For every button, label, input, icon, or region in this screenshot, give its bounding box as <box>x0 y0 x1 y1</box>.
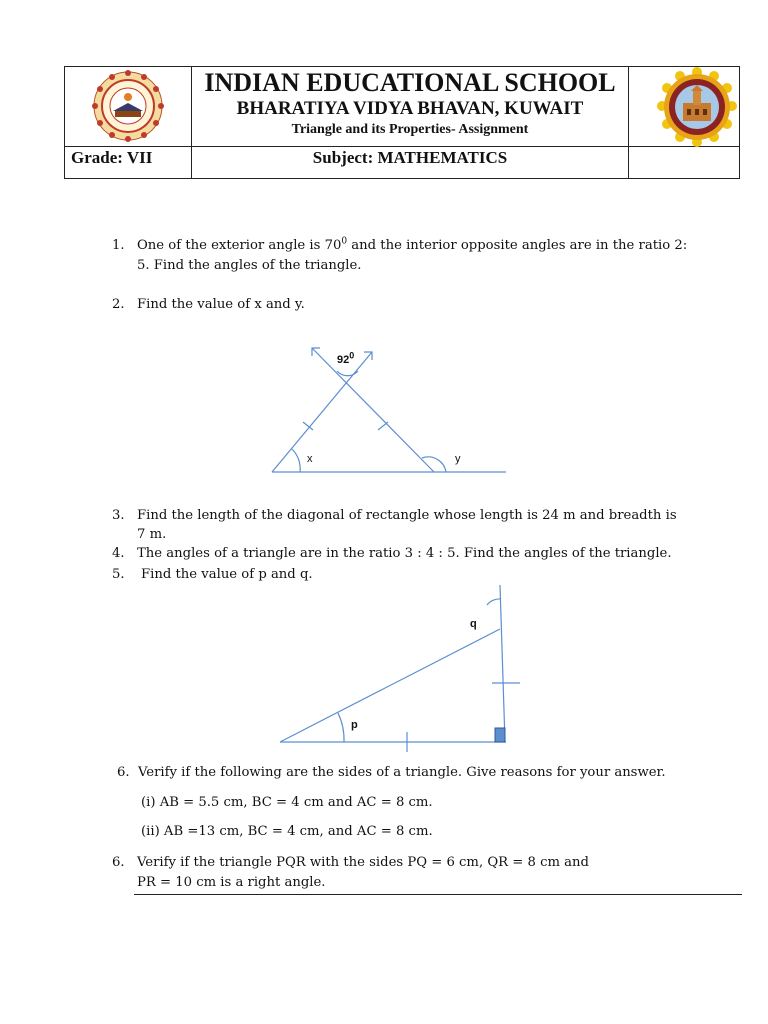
figure2-label-p: p <box>351 719 358 731</box>
question-3-line-2: 7 m. <box>137 527 167 542</box>
school-name: INDIAN EDUCATIONAL SCHOOL <box>204 68 616 97</box>
question-text: Find the value of p and q. <box>141 567 313 582</box>
header-divider-right <box>628 67 629 179</box>
question-5 <box>112 565 313 585</box>
school-emblem-icon <box>91 69 165 143</box>
question-number: 6. <box>112 855 125 870</box>
question-text: Find the length of the diagonal of rectangle whose length is 24 m and breadth is <box>137 508 677 523</box>
question-text: Verify if the triangle PQR with the sides PQ = 6 cm, QR = 8 cm and <box>137 855 589 870</box>
header-row-divider <box>65 146 740 147</box>
question-4 <box>112 544 672 564</box>
school-subtitle: BHARATIYA VIDYA BHAVAN, KUWAIT <box>236 98 584 119</box>
question-6b <box>112 853 589 873</box>
question-6a <box>117 763 666 783</box>
question-number: 4. <box>112 546 125 561</box>
question-text: Verify if the following are the sides of a triangle. Give reasons for your answer. <box>138 765 666 780</box>
question-text-rest: and the interior opposite angles are in the ratio 2: <box>347 238 688 253</box>
question-6a-sub-2: (ii) AB =13 cm, BC = 4 cm, and AC = 8 cm. <box>141 824 433 839</box>
bhavan-emblem-icon <box>657 67 737 147</box>
question-text: Find the value of x and y. <box>137 297 305 312</box>
bottom-rule <box>134 894 742 895</box>
figure-right-triangle-pq <box>270 585 520 755</box>
figure1-label-x: x <box>307 453 313 465</box>
question-1-line-2: 5. Find the angles of the triangle. <box>137 258 362 273</box>
figure-triangle-xy <box>260 338 520 483</box>
assignment-title: Triangle and its Properties- Assignment <box>291 122 529 137</box>
question-number: 1. <box>112 238 125 253</box>
subject-label: Subject: MATHEMATICS <box>312 148 508 167</box>
figure2-label-q: q <box>470 618 477 630</box>
question-number: 3. <box>112 508 125 523</box>
question-6a-sub-1: (i) AB = 5.5 cm, BC = 4 cm and AC = 8 cm. <box>141 795 433 810</box>
figure1-angle-92: $92^0$ <box>337 350 355 366</box>
question-text: The angles of a triangle are in the ratio 3 : 4 : 5. Find the angles of the triangle. <box>137 546 672 561</box>
question-number: 5. <box>112 567 125 582</box>
grade-label: Grade: VII <box>71 148 153 167</box>
question-1 <box>112 236 688 256</box>
figure1-label-y: y <box>455 453 461 465</box>
question-number: 6. <box>117 765 130 780</box>
degree-superscript: 0 <box>341 236 348 247</box>
header-table <box>64 66 740 179</box>
question-6b-line-2: PR = 10 cm is a right angle. <box>137 875 326 890</box>
question-3 <box>112 506 677 526</box>
question-2 <box>112 295 305 315</box>
question-text: One of the exterior angle is 70 <box>137 238 342 253</box>
question-number: 2. <box>112 297 125 312</box>
